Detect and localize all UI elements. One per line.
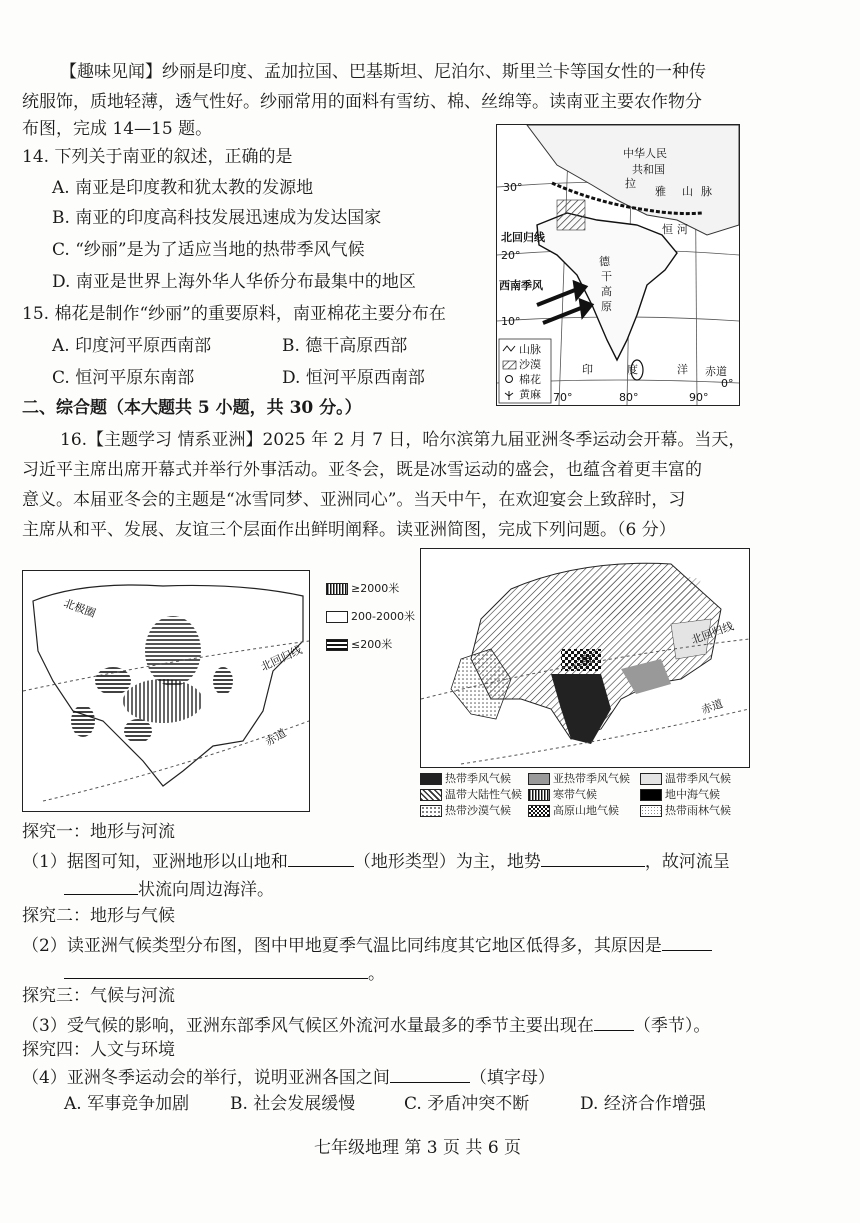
- q15-option-c: C. 恒河平原东南部: [52, 368, 195, 388]
- answer-blank-2b[interactable]: [64, 960, 368, 979]
- mid-swatch-icon: [326, 611, 348, 623]
- explore-4-question: （4）亚洲冬季运动会的举行，说明亚洲各国之间 （填字母）: [22, 1064, 555, 1090]
- q15-option-b: B. 德干高原西部: [282, 336, 408, 356]
- q16-line-3: 意义。本届亚冬会的主题是“冰雪同梦、亚洲同心”。当天中午，在欢迎宴会上致辞时，习: [22, 490, 686, 510]
- q14-option-b: B. 南亚的印度高科技发展迅速成为发达国家: [52, 208, 382, 228]
- climate-legend-1: 亚热带季风气候: [528, 770, 630, 786]
- climate-legend-8: 热带雨林气候: [640, 802, 731, 818]
- answer-blank-3[interactable]: [594, 1012, 634, 1031]
- label-lat-10: 10°: [501, 315, 521, 328]
- answer-blank-1c[interactable]: [64, 876, 138, 895]
- label-yang: 洋: [677, 363, 688, 376]
- label-tropic: 北回归线: [501, 231, 545, 244]
- label-du: 度: [627, 363, 638, 376]
- explore-2-question: （2）读亚洲气候类型分布图，图中甲地夏季气温比同纬度其它地区低得多，其原因是: [22, 932, 712, 958]
- answer-blank-2a[interactable]: [662, 932, 712, 951]
- explore-3-question: （3）受气候的影响，亚洲东部季风气候区外流河水量最多的季节主要出现在 （季节）。: [22, 1012, 710, 1038]
- intro-line-1: 【趣味见闻】纱丽是印度、孟加拉国、巴基斯坦、尼泊尔、斯里兰卡等国女性的一种传: [60, 62, 706, 82]
- legend-desert: 沙漠: [519, 358, 541, 371]
- answer-blank-1b[interactable]: [541, 848, 645, 867]
- label-lat-30: 30°: [503, 181, 523, 194]
- label-lon-90: 90°: [689, 391, 709, 404]
- intro-line-3: 布图，完成 14—15 题。: [22, 119, 213, 139]
- climate-legend-7: 高原山地气候: [528, 802, 619, 818]
- section-2-title: 二、综合题（本大题共 5 小题，共 30 分。）: [22, 398, 362, 418]
- label-shan: 山: [682, 185, 693, 198]
- label-heng: 恒: [662, 223, 673, 236]
- explore-4-title: 探究四：人文与环境: [22, 1040, 175, 1060]
- label-ya: 雅: [655, 185, 666, 198]
- explore-2-title: 探究二：地形与气候: [22, 906, 175, 926]
- asia-climate-map: [420, 548, 750, 768]
- climate-equator-label: 赤道: [699, 697, 725, 717]
- label-la: 拉: [625, 177, 636, 190]
- explore-3-title: 探究三：气候与河流: [22, 986, 175, 1006]
- explore-1-question: （1）据图可知，亚洲地形以山地和 （地形类型）为主，地势 ，故河流呈: [22, 848, 730, 874]
- explore-4-option-b: B. 社会发展缓慢: [230, 1094, 356, 1114]
- label-gao: 高: [601, 285, 612, 298]
- q14-option-c: C. “纱丽”是为了适应当地的热带季风气候: [52, 240, 365, 260]
- south-asia-map: [496, 124, 740, 406]
- terrain-tropic-label: 北回归线: [258, 643, 305, 674]
- explore-4-option-a: A. 军事竞争加剧: [64, 1094, 190, 1114]
- climate-legend-4: 寒带气候: [528, 786, 597, 802]
- q14-option-d: D. 南亚是世界上海外华人华侨分布最集中的地区: [52, 272, 416, 292]
- label-lat-20: 20°: [501, 249, 521, 262]
- legend-jute: 黄麻: [519, 388, 541, 401]
- climate-legend-3: 温带大陆性气候: [420, 786, 522, 802]
- explore-2-question-cont: 。: [64, 960, 385, 986]
- q16-line-4: 主席从和平、发展、友谊三个层面作出鲜明阐释。读亚洲简图，完成下列问题。（6 分）: [22, 520, 676, 540]
- label-yin: 印: [582, 363, 593, 376]
- climate-tropic-label: 北回归线: [689, 619, 736, 647]
- answer-blank-1a[interactable]: [288, 848, 354, 867]
- low-swatch-icon: [326, 639, 348, 651]
- label-yuan: 原: [601, 300, 612, 313]
- label-china-2: 共和国: [632, 163, 665, 176]
- climate-legend-2: 温带季风气候: [640, 770, 731, 786]
- explore-1-title: 探究一：地形与河流: [22, 822, 175, 842]
- climate-legend-6: 热带沙漠气候: [420, 802, 511, 818]
- q15-option-a: A. 印度河平原西南部: [52, 336, 212, 356]
- q16-line-1: 16.【主题学习 情系亚洲】2025 年 2 月 7 日，哈尔滨第九届亚洲冬季运动会开幕。当天，: [60, 430, 746, 450]
- label-de: 德: [599, 255, 610, 268]
- climate-jia-label: 甲: [581, 654, 592, 667]
- explore-4-option-d: D. 经济合作增强: [580, 1094, 706, 1114]
- legend-cotton: 棉花: [519, 373, 541, 386]
- legend-mountain: 山脉: [519, 343, 541, 356]
- label-lon-80: 80°: [619, 391, 639, 404]
- terrain-legend-high: ≥2000米: [326, 580, 399, 596]
- intro-line-2: 统服饰，质地轻薄，透气性好。纱丽常用的面料有雪纺、棉、丝绵等。读南亚主要农作物分: [22, 92, 702, 112]
- label-monsoon: 西南季风: [499, 279, 543, 292]
- answer-blank-4[interactable]: [390, 1064, 470, 1083]
- q14-stem: 14. 下列关于南亚的叙述，正确的是: [22, 147, 293, 167]
- label-equator: 赤道: [705, 365, 727, 378]
- asia-terrain-map: [22, 570, 310, 812]
- q15-option-d: D. 恒河平原西南部: [282, 368, 425, 388]
- label-lon-70: 70°: [553, 391, 573, 404]
- label-lat-0: 0°: [721, 377, 734, 390]
- page-footer: 七年级地理 第 3 页 共 6 页: [314, 1138, 522, 1158]
- q15-stem: 15. 棉花是制作“纱丽”的重要原料，南亚棉花主要分布在: [22, 304, 446, 324]
- terrain-arctic-label: 北极圈: [61, 596, 98, 621]
- terrain-legend-low: ≤200米: [326, 636, 392, 652]
- label-gan: 干: [601, 270, 612, 283]
- explore-1-question-cont: 状流向周边海洋。: [64, 876, 274, 902]
- label-china: 中华人民: [623, 147, 667, 160]
- terrain-equator-label: 赤道: [263, 726, 289, 749]
- desert-icon: [503, 361, 516, 369]
- explore-4-option-c: C. 矛盾冲突不断: [404, 1094, 530, 1114]
- terrain-legend-mid: 200-2000米: [326, 608, 415, 624]
- q16-line-2: 习近平主席出席开幕式并举行外事活动。亚冬会，既是冰雪运动的盛会，也蕴含着更丰富的: [22, 460, 702, 480]
- climate-legend-0: 热带季风气候: [420, 770, 511, 786]
- label-mai: 脉: [701, 185, 712, 198]
- label-he: 河: [677, 223, 688, 236]
- climate-legend-5: 地中海气候: [640, 786, 720, 802]
- high-swatch-icon: [326, 583, 348, 595]
- q14-option-a: A. 南亚是印度教和犹太教的发源地: [52, 178, 314, 198]
